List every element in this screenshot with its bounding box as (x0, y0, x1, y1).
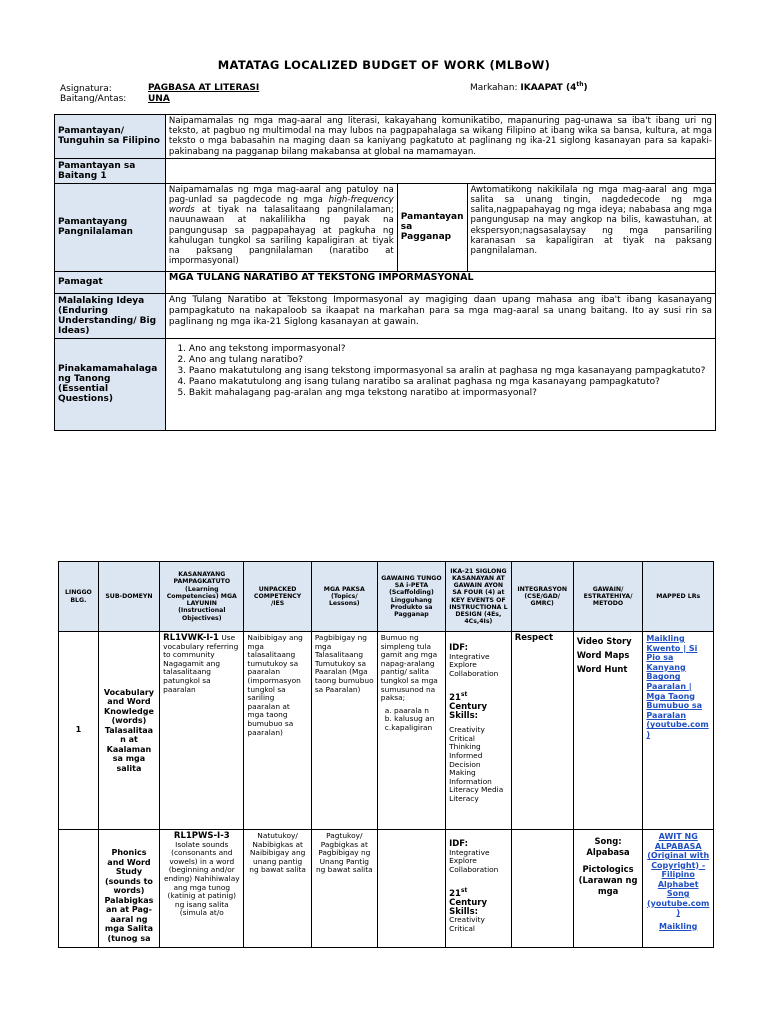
topic: Pagtukoy/ Pagbigkas at Pagbibigay ng Unang Pantig ng bawat salita (311, 830, 377, 948)
header-cell: GAWAING TUNGO SA i-PETA (Scaffolding) Lingguhang Produkto sa Pagganap (377, 562, 445, 632)
competency-code: RL1VWK-I-1 (163, 633, 219, 643)
pamagat-text: MGA TULANG NARATIBO AT TEKSTONG IMPORMASYONAL (165, 271, 715, 293)
document-title: MATATAG LOCALIZED BUDGET OF WORK (MLBoW) (217, 58, 551, 72)
topic: Pagbibigay ng mga Talasalitaang Tumutukoy sa Paaralan (Mga taong bumubuo sa Paaralan) (311, 632, 377, 830)
idf-items: Integrative Explore Collaboration (449, 651, 499, 678)
competency-code: RL1PWS-I-3 (173, 831, 230, 841)
skills-label: 21st Century Skills: (449, 691, 487, 721)
question-item: 4. Paano makatutulong ang isang tulang naratibo sa aralinat paghasa ng mga kasanayang pampagkatuto? (189, 377, 712, 388)
ideya-text: Ang Tulang Naratibo at Tekstong Impormasyonal ay magiging daan upang mahasa ang iba't ibang kasanayang pampagkatuto na nakapaloob sa ikaapat na markahan para sa mga mag-aaral sa unang baitang. Ito ay susi rin sa paglinang ng mga ika-21 Siglong kasanayan at gawain. (165, 293, 715, 338)
questions-list (169, 344, 712, 399)
skills-items: Creativity Critical (449, 915, 485, 933)
skills (446, 632, 512, 830)
scaffolding (377, 830, 445, 948)
header-cell: INTEGRASYON (CSE/GAD/ GMRC) (511, 562, 573, 632)
unpacked-competency: Natutukoy/ Nabibigkas at Naibibigay ang unang pantig ng bawat salita (244, 830, 311, 948)
pangnilalaman-text: Naipamamalas ng mga mag-aaral ang patuloy na pag-unlad sa pagdecode ng mga high-frequency words at tiyak na talasalitaang pangnilalaman; nauunawaan at nakalilikha ng payak na pangungusap sa pagpapahayag at pagkuha ng kahulugan tungkol sa sariling kapaligiran at tiyak na paksang pangnilalaman (naratibo at impormasyonal) (165, 183, 397, 271)
header-cell: IKA-21 SIGLONG KASANAYAN AT GAWAIN AYON SA FOUR (4) at KEY EVENTS OF INSTRUCTIONA L DESIGN (4Es, 4Cs,4Is) (446, 562, 512, 632)
markahan-value: IKAAPAT (4th) (520, 81, 588, 93)
budget-table (58, 561, 714, 948)
pamantayan-text: Naipamamalas ng mga mag-aaral ang literasi, kakayahang komunikatibo, mapanuring pag-unawa sa iba't ibang uri ng teksto, at pagbuo ng multimodal na may lubos na pagpapahalaga sa wikang Filipino at ibang wika sa bansa, kultura, at mga teksto o mga babasahin na maging daan sa kaniyang pagkatuto at paglinang ng ika-21 siglong kasanayan para sa kapaki-pakinabang na pagganap bilang makabansa at global na mamamayan. (165, 115, 715, 159)
strategies: Song: Alpabasa Pictologics (Larawan ng mga (573, 830, 643, 948)
markahan (470, 83, 588, 93)
table-row (59, 830, 714, 948)
strategies: Video Story Word Maps Word Hunt (573, 632, 643, 830)
asignatura-value: PAGBASA AT LITERASI (148, 83, 260, 93)
header-cell: SUB-DOMEYN (98, 562, 159, 632)
idf-label: IDF: (449, 643, 469, 653)
row-baitang (55, 158, 716, 183)
header-cell: LINGGO BLG. (59, 562, 99, 632)
row-pangnilalaman (55, 183, 716, 271)
unpacked-competency: Naibibigay ang mga talasalitaang tumutukoy sa paaralan (impormasyon tungkol sa sariling paaralan at mga taong bumubuo sa paaralan) (244, 632, 311, 830)
question-item: 1. Ano ang tekstong impormasyonal? (189, 344, 712, 355)
baitang-standard-text (165, 158, 715, 183)
questions-cell (165, 338, 715, 430)
markahan-label: Markahan: (470, 83, 518, 93)
question-item: 3. Paano makatutulong ang isang tekstong impormasyonal sa aralin at paghasa ng mga kasanayang pampagkatuto? (189, 366, 712, 377)
idf-items: Integrative Explore Collaboration (449, 847, 499, 874)
pamantayan-label: Pamantayan/ Tunguhin sa Filipino (55, 115, 166, 159)
baitang-value: UNA (148, 94, 170, 104)
lr-link[interactable]: Maikling (659, 921, 698, 931)
header-row (59, 562, 714, 632)
scaffolding: Bumuo ng simpleng tula gamit ang mga napag-aralang pantig/ salita tungkol sa mga sumusunod na paksa; a. paarala n b. kalusug an c.kapaligiran (377, 632, 445, 830)
row-ideya (55, 293, 716, 338)
row-tanong (55, 338, 716, 430)
baitang-standard-label: Pamantayan sa Baitang 1 (55, 158, 166, 183)
subdomain: Vocabulary and Word Knowledge (words) Talasalitaa n at Kaalaman sa mga salita (98, 632, 159, 830)
header-cell: MGA PAKSA (Topics/ Lessons) (311, 562, 377, 632)
lr-link[interactable]: AWIT NG ALPABASA (Original with Copyright) - Filipino Alphabet Song (youtube.com ) (647, 832, 710, 917)
table-row (59, 632, 714, 830)
skills-items: Creativity Critical Thinking Informed Decision Making Information Literacy Media Literacy (449, 725, 504, 803)
row-pamantayan (55, 115, 716, 159)
subdomain: Phonics and Word Study (sounds to words) Palabigkas an at Pag-aaral ng mga Salita (tunog sa (98, 830, 159, 948)
scaffold-items: a. paarala n b. kalusug an c.kapaligiran (384, 705, 435, 732)
ideya-label: Malalaking Ideya (Enduring Understanding/ Big Ideas) (55, 293, 166, 338)
header-cell: UNPACKED COMPETENCY /IES (244, 562, 311, 632)
row-pamagat (55, 271, 716, 293)
question-item: 5. Bakit mahalagang pag-aralan ang mga tekstong naratibo at impormasyonal? (189, 388, 712, 399)
standards-table (54, 114, 716, 431)
pagganap-label: Pamantayan sa Pagganap (397, 183, 467, 271)
week-number: 1 (59, 632, 99, 830)
pangnilalaman-label: Pamantayang Pangnilalaman (55, 183, 166, 271)
integration: Respect (511, 632, 573, 830)
mapped-lr (643, 830, 714, 948)
mapped-lr (643, 632, 714, 830)
tanong-label: Pinakamamahalaga ng Tanong (Essential Questions) (55, 338, 166, 430)
asignatura-label: Asignatura: (60, 84, 112, 94)
baitang-label: Baitang/Antas: (60, 94, 127, 104)
competency: RL1VWK-I-1 Use vocabulary referring to community Nagagamit ang talasalitaang patungkol sa paaralan (160, 632, 244, 830)
header-cell: MAPPED LRs (643, 562, 714, 632)
pagganap-text: Awtomatikong nakikilala ng mga mag-aaral ang mga salita sa unang tingin, nagdedecode ng mga salita,nagpapahayag ng mga ideya; nababasa ang mga pangungusap na may angkop na bilis, kawastuhan, at ekspersyon;nagsasalaysay ng mga pansariling karanasan sa kapaligiran at tiyak na paksang pangnilalaman. (467, 183, 715, 271)
pamagat-label: Pamagat (55, 271, 166, 293)
question-item: 2. Ano ang tulang naratibo? (189, 355, 712, 366)
week-number (59, 830, 99, 948)
idf-label: IDF: (449, 839, 469, 849)
skills (446, 830, 512, 948)
header-cell: GAWAIN/ ESTRATEHIYA/ METODO (573, 562, 643, 632)
header-cell: KASANAYANG PAMPAGKATUTO (Learning Competencies) MGA LAYUNIN (Instructional Objectives) (160, 562, 244, 632)
competency: RL1PWS-I-3 Isolate sounds (consonants and vowels) in a word (beginning and/or ending) Nahihiwalay ang mga tunog (katinig at patinig) ng isang salita (simula at/o (160, 830, 244, 948)
integration (511, 830, 573, 948)
lr-link[interactable]: Maikling Kwento | Si Pio sa Kanyang Bagong Paaralan | Mga Taong Bumubuo sa Paaralan (youtube.com ) (646, 634, 709, 739)
skills-label: 21st Century Skills: (449, 887, 487, 917)
